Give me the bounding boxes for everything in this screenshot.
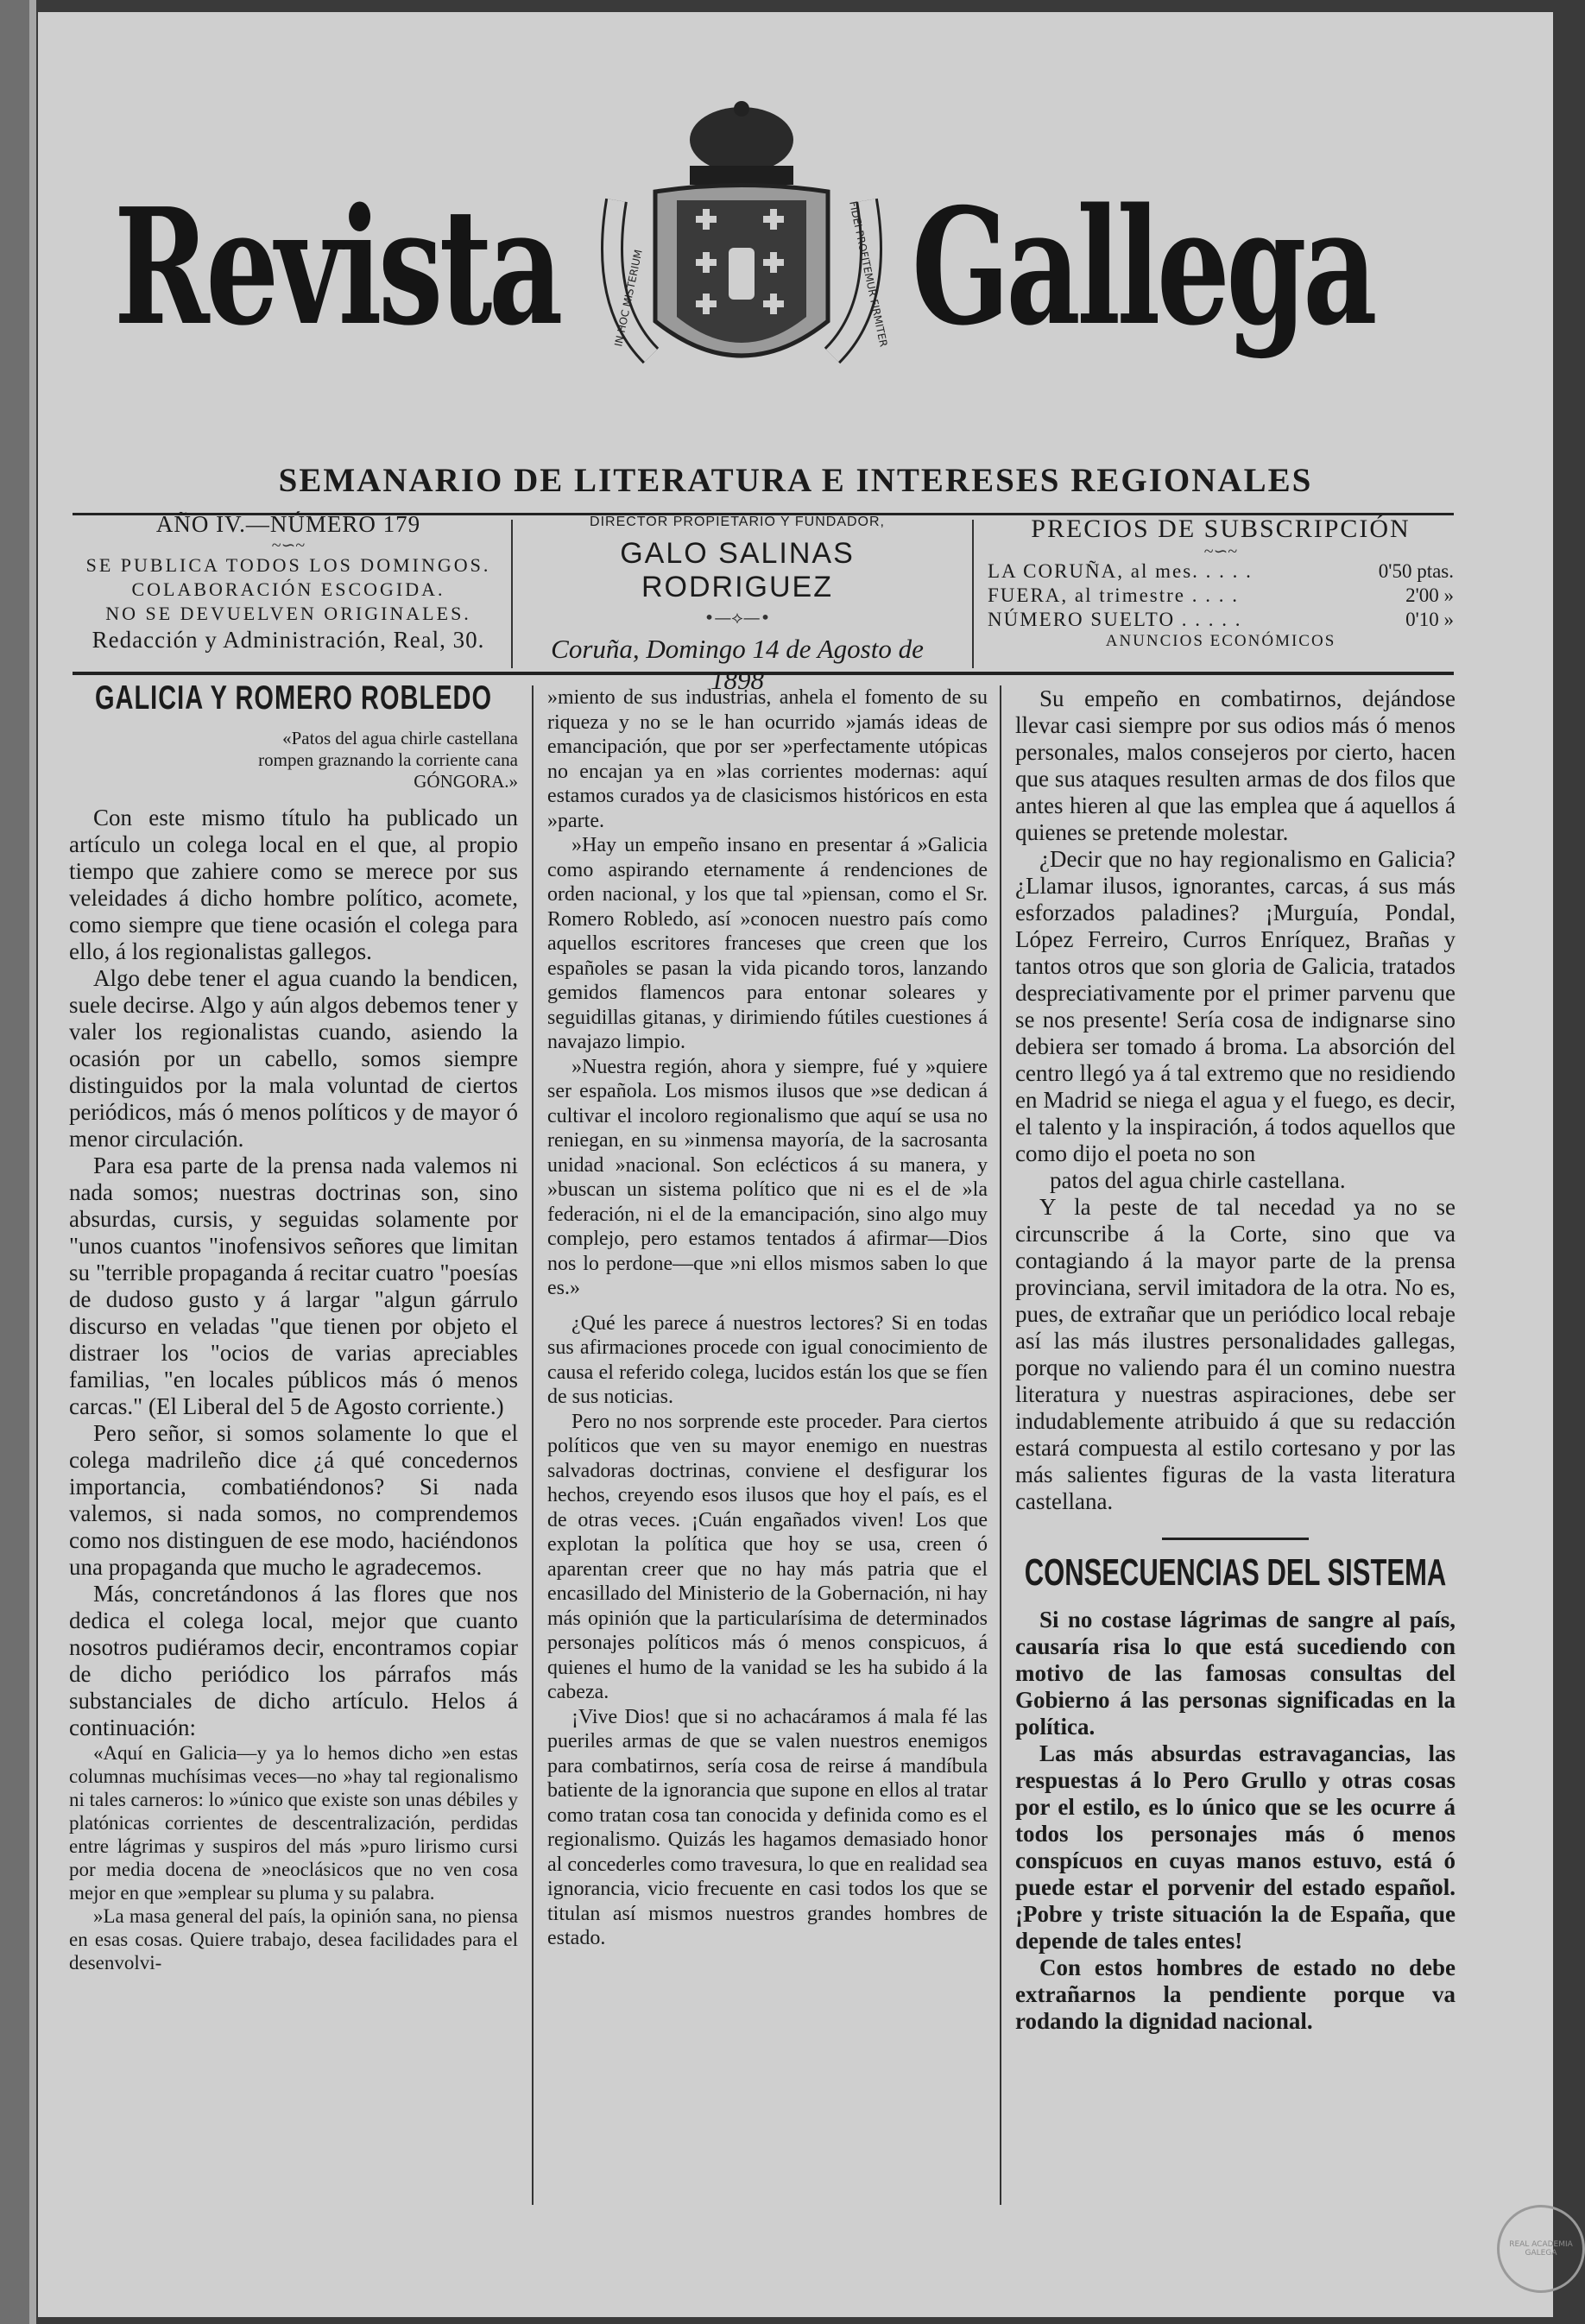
director-name: GALO SALINAS RODRIGUEZ [620, 537, 855, 603]
epigraph-author: GÓNGORA.» [414, 771, 518, 792]
newspaper-subtitle: SEMANARIO DE LITERATURA E INTERESES REGIONALES [278, 462, 1313, 499]
price-row [988, 608, 1454, 632]
paragraph: ¿Qué les parece á nuestros lectores? Si en todas sus afirmaciones procede con igual conocimiento de causa el referido colega, lucidos están los que se fíen de sus noticias. [547, 1311, 988, 1408]
paragraph: Algo debe tener el agua cuando la bendicen, suele decirse. Algo y aún algos debemos tener y valer los regionalistas cuando, asiendo la ocasión por un cabello, somos siempre distinguidos por la mala voluntad de ciertos periódicos, más ó menos políticos y de mayor ó menor circulación. [69, 965, 518, 1152]
price-value: 2'00 » [1405, 584, 1454, 606]
price-label: FUERA, al trimestre . . . . [988, 584, 1239, 606]
paragraph: ¿Decir que no hay regionalismo en Galicia? ¿Llamar ilusos, ignorantes, carcas, á sus más esforzados paladines? ¡Murguía, Pondal, López Ferreiro, Curros Enríquez, Brañas y tantos otros que son gloria de Galicia, tratados despreciativamente por el primer parvenu que se nos presente! Sería cosa de indignarse sino debiera ser tomado á broma. La absorción del centro llegó ya á tal extremo que no residiendo en Madrid se niega el agua y el fuego, es decir, el talento y la inspiración, á todos aquellos que como dijo el poeta no son [1015, 846, 1456, 1166]
ornament-icon: ~∽~ [1203, 542, 1238, 561]
price-label: LA CORUÑA, al mes. . . . . [988, 560, 1253, 582]
quoted-paragraph: »Hay un empeño insano en presentar á »Galicia como aspirando eternamente á rendenciones de orden nacional, y los que tal »piensan, como el Sr. Romero Robledo, así »conocen nuestro país como aquellos escritores franceses que creen que los españoles se pasan la vida picando toros, lanzando gemidos flamencos para entonar soleares y seguidillas gitanas, y dirimiendo fútiles cuestiones á navajazo limpio. [547, 834, 988, 1053]
subscription-prices [988, 515, 1454, 670]
epigraph [69, 728, 518, 793]
director-label: DIRECTOR PROPIETARIO Y FUNDADOR, [590, 515, 885, 529]
verse-line: patos del agua chirle castellana. [1050, 1167, 1346, 1193]
price-label: NÚMERO SUELTO . . . . . [988, 609, 1242, 630]
library-stamp [1497, 2205, 1585, 2293]
epigraph-line: «Patos del agua chirle castellana [282, 728, 518, 748]
price-row [988, 584, 1454, 608]
column-2 [547, 685, 988, 1951]
scan-left-margin [0, 0, 29, 2324]
section-divider [1162, 1538, 1309, 1540]
galicia-coat-of-arms-icon [590, 97, 893, 416]
quoted-paragraph: »Nuestra región, ahora y siempre, fué y »quiere ser española. Los mismos ilusos que »se dedican á cultivar el incoloro regionalismo que aquí se usa no reniegan, en su »inmensa mayoría, de la sacrosanta unidad »nacional. Son eclécticos á su manera, y »buscan un sistema político que ni es el de »la federación, ni el de la emancipación, sino algo muy complejo, pero estamos tentados á afirmar—Dios nos lo perdone—que »ni ellos mismos saben lo que es.» [547, 1055, 988, 1299]
paragraph: ¡Vive Dios! que si no achacáramos á mala fé las pueriles armas de que se valen nuestros enemigos para combatirnos, sería cosa de reirse á mandíbula batiente de la ignorancia que supone en ellos al tratar como tratan cosa tan conocida y definida como es el regionalismo. Quizás les hagamos demasiado honor al concederles como travesura, lo que en realidad sea ignorancia, vicio frecuente en casi todos los que se titulan así mismos nuestros grandes hombres de estado. [547, 1705, 988, 1949]
quoted-paragraph: »La masa general del país, la opinión sana, no piensa en esas cosas. Quiere trabajo, desea facilidades para el desenvolvi- [69, 1905, 518, 1974]
stamp-text: REAL ACADEMIA GALEGA [1509, 2240, 1573, 2258]
price-row [988, 559, 1454, 584]
paragraph: Para esa parte de la prensa nada valemos ni nada somos; nuestras doctrinas son, sino absurdas, cursis, y seguidas solamente por "unos cuantos "inofensivos señores que limitan su "terrible propaganda á recitar cuatro "poesías de dudoso gusto y á largar "algun gárrulo discurso en veladas "que tienen por objeto el distraer los "ocios de varias apreciables familias, "en locales públicos más ó menos carcas." (El Liberal del 5 de Agosto corriente.) [69, 1153, 518, 1419]
crest-motto-right: FIDEI PROFITEMUR FIRMITER [847, 199, 890, 349]
paragraph: Las más absurdas estravagancias, las respuestas á lo Pero Grullo y otras cosas por el estilo, es lo único que se les ocurre á todos los personajes más ó menos conspícuos en cuyas manos estuvo, está ó puede estar el porvenir del estado español. ¡Pobre y triste situación la de España, que depende de tales entes! [1015, 1740, 1456, 1954]
column-3 [1015, 685, 1456, 2035]
header-divider-2 [972, 520, 974, 668]
classified-ads-label: ANUNCIOS ECONÓMICOS [1105, 632, 1336, 650]
scan-page-edge [29, 0, 36, 2324]
crest-motto-left: IN HOC MISTERIUM [612, 248, 645, 348]
paragraph: Con este mismo título ha publicado un artículo un colega local en el que, al propio tiempo que zahiere como se merece por sus veleidades á dicho hombre político, acomete, como siempre que tiene ocasión el colega para ello, á los regionalistas gallegos. [69, 805, 518, 964]
publication-info [73, 511, 504, 666]
column-1 [69, 679, 518, 1974]
issue-number: AÑO IV.—NÚMERO 179 [155, 511, 421, 537]
collaboration-note: COLABORACIÓN ESCOGIDA. [131, 578, 445, 600]
publication-frequency: SE PUBLICA TODOS LOS DOMINGOS. [85, 554, 491, 576]
paragraph: Pero señor, si somos solamente lo que el colega madrileño dice ¿á qué concedernos importancia, combatiéndonos? Si nada valemos, si nada somos, no comprendemos como nos distinguen de ese modo, haciéndonos una propaganda que mucho le agradecemos. [69, 1420, 518, 1580]
paragraph: Su empeño en combatirnos, dejándose llevar casi siempre por sus odios más ó menos personales, malos consejeros por cierto, hacen que sus ataques resulten armas de dos filos que antes hieren al que las emplea que á aquellos á quienes se pretende molestar. [1015, 685, 1456, 845]
column-divider-2 [1000, 685, 1001, 2205]
price-value: 0'10 » [1405, 609, 1454, 630]
masthead-title-left: Revista [114, 173, 560, 361]
article-title: CONSECUENCIAS DEL SISTEMA [1024, 1551, 1447, 1594]
director-info [521, 515, 953, 695]
paragraph: Pero no nos sorprende este proceder. Para ciertos políticos que ven su mayor enemigo en nuestras salvadoras doctrinas, conviene el desfigurar los hechos, creyendo esos ilusos que hoy el país, es el de otras veces. ¡Cuán engañados viven! Los que explotan la política que hoy se usa, creen ó aparentan creer que no hay más patria que el encasillado del Ministerio de la Gobernación, ni hay más opinión que la particularísima de determinados personajes políticos más ó menos conspicuos, á quienes el humo de la vanidad se les ha subido á la cabeza. [547, 1410, 988, 1703]
prices-title: PRECIOS DE SUBSCRIPCIÓN [1031, 515, 1411, 543]
column-divider-1 [532, 685, 534, 2205]
header-divider-1 [511, 520, 513, 668]
article-title: GALICIA Y ROMERO ROBLEDO [94, 679, 493, 717]
epigraph-line: rompen graznando la corriente cana [258, 749, 518, 770]
price-value: 0'50 ptas. [1378, 560, 1454, 582]
issue-date: Coruña, Domingo 14 de Agosto de 1898 [551, 634, 924, 695]
ornament-icon: •—⟡—• [704, 607, 771, 628]
editorial-address: Redacción y Administración, Real, 30. [92, 627, 485, 653]
quoted-paragraph: «Aquí en Galicia—y ya lo hemos dicho »en estas columnas muchísimas veces—no »hay tal regionalismo ni tales carneros: lo »único que existe son unas débiles y platónicas corrientes de descentralización, perdidas entre lágrimas y suspiros del más »puro lirismo cursi por media docena de »neoclásicos que no ven cosa mejor en que »emplear su pluma y su palabra. [69, 1742, 518, 1904]
paragraph: Con estos hombres de estado no debe extrañarnos la pendiente porque va rodando la dignidad nacional. [1015, 1955, 1456, 2034]
quoted-paragraph: »miento de sus industrias, anhela el fomento de su riqueza y no se le han ocurrido »jamás ideas de emancipación, que por ser »perfectamente utópicas no encajan ya en »las corrientes modernas: aquí estamos curados ya de clasicismos históricos en esta »parte. [547, 686, 988, 832]
masthead-title-right: Gallega [912, 173, 1374, 361]
ornament-icon: ~∽~ [271, 536, 306, 555]
paragraph: Si no costase lágrimas de sangre al país, causaría risa lo que está sucediendo con motivo de las famosas consultas del Gobierno á las personas significadas en la política. [1015, 1607, 1456, 1740]
newspaper-page [38, 12, 1573, 2317]
paragraph: Y la peste de tal necedad ya no se circunscribe á la Corte, sino que va contagiando á la mayor parte de la prensa provinciana, servil imitadora de la otra. No es, pues, de extrañar que un periódico local rebaje así las más ilustres personalidades gallegas, porque no valiendo para él un comino nuestra literatura y nuestras aspiraciones, debe ser indudablemente atribuido á que su redacción estará compuesta al estilo cortesano y por las más salientes figuras de la vasta literatura castellana. [1015, 1194, 1456, 1514]
originals-note: NO SE DEVUELVEN ORIGINALES. [105, 603, 471, 624]
paragraph: Más, concretándonos á las flores que nos dedica el colega local, mejor que cuanto nosotros pudiéramos decir, encontramos copiar de dicho periódico los párrafos más substanciales de dicho artículo. Helos á continuación: [69, 1581, 518, 1740]
